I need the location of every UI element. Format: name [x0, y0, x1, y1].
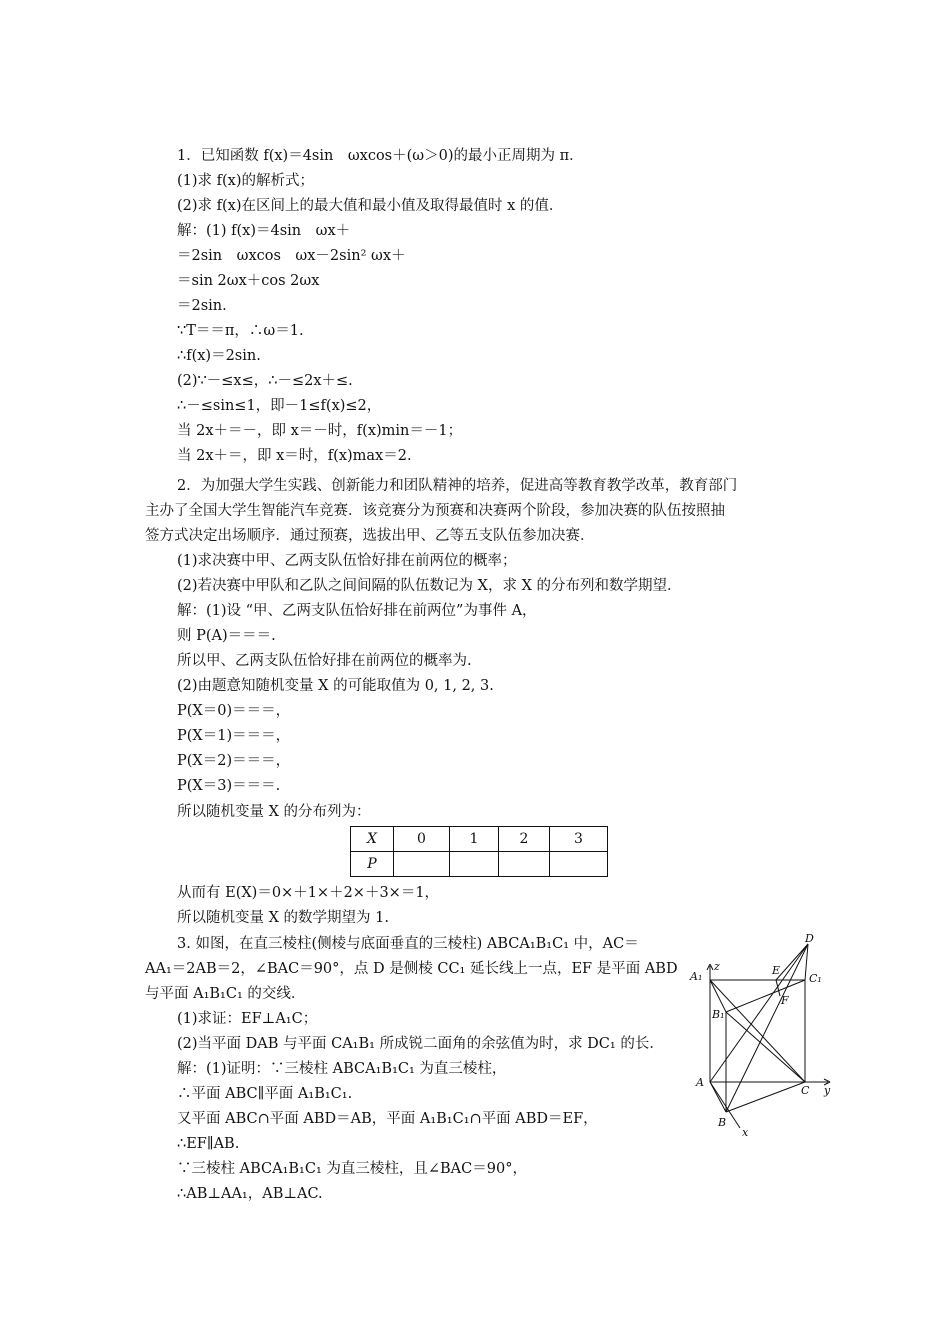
edge-db [726, 944, 808, 1112]
distribution-table [350, 826, 608, 877]
table-cell [499, 852, 550, 877]
q1-solution-line: 解：(1) f(x)＝4sin ωx＋ [177, 223, 351, 239]
edge-da [710, 944, 808, 1082]
label-a: A [696, 1076, 704, 1089]
q1-solution-line: (2)∵－≤x≤，∴－≤2x＋≤. [177, 373, 353, 389]
q1-solution-line: 当 2x＋＝，即 x＝时，f(x)max＝2. [177, 448, 412, 464]
q1-solution-line: ＝sin 2ωx＋cos 2ωx [177, 273, 320, 289]
q2-solution-line: 则 P(A)＝＝＝. [177, 628, 276, 644]
q3-title-line3: 与平面 A₁B₁C₁ 的交线． [145, 986, 306, 1002]
label-x: x [742, 1126, 749, 1139]
q3-part2: (2)当平面 DAB 与平面 CA₁B₁ 所成锐二面角的余弦值为时，求 DC₁ 的长． [177, 1036, 664, 1052]
q2-solution-line: 所以甲、乙两支队伍恰好排在前两位的概率为. [177, 653, 472, 669]
q2-conclusion: 所以随机变量 X 的数学期望为 1. [177, 910, 389, 926]
q2-solution-line: P(X＝0)＝＝＝， [177, 703, 291, 719]
label-f: F [781, 994, 789, 1007]
q3-solution-line: ∴平面 ABC∥平面 A₁B₁C₁. [177, 1086, 353, 1102]
table-header-cell: 2 [499, 827, 550, 852]
q1-solution-line: ∴－≤sin≤1，即－1≤f(x)≤2， [177, 398, 382, 414]
label-c: C [801, 1084, 810, 1097]
table-cell [550, 852, 608, 877]
table-cell [394, 852, 450, 877]
edge-de [776, 944, 808, 980]
table-row [351, 827, 608, 852]
q2-title-line3: 签方式决定出场顺序．通过预赛，选拔出甲、乙等五支队伍参加决赛． [145, 528, 595, 544]
edge-b1c1 [726, 980, 805, 1012]
q3-solution-line: ∴AB⊥AA₁，AB⊥AC. [177, 1186, 323, 1202]
label-a1: A₁ [690, 970, 703, 983]
q1-solution-line: ∴f(x)＝2sin. [177, 348, 261, 364]
q2-solution-line: (2)由题意知随机变量 X 的可能取值为 0, 1, 2, 3. [177, 678, 494, 694]
edge-ab [710, 1082, 726, 1112]
edge-a1c [710, 980, 805, 1082]
q2-title-line1: 2．为加强大学生实践、创新能力和团队精神的培养，促进高等教育教学改革，教育部门 [177, 478, 738, 494]
q2-expectation: 从而有 E(X)＝0×＋1×＋2×＋3×＝1， [177, 885, 440, 901]
q1-part2: (2)求 f(x)在区间上的最大值和最小值及取得最值时 x 的值． [177, 198, 564, 214]
table-header-cell: 3 [550, 827, 608, 852]
q2-part2: (2)若决赛中甲队和乙队之间间隔的队伍数记为 X，求 X 的分布列和数学期望． [177, 578, 682, 594]
label-z: z [714, 960, 720, 973]
q1-solution-line: ＝2sin. [177, 298, 227, 314]
q2-solution-line: P(X＝2)＝＝＝， [177, 753, 291, 769]
q3-solution-line: 又平面 ABC∩平面 ABD＝AB，平面 A₁B₁C₁∩平面 ABD＝EF， [177, 1111, 598, 1127]
q2-solution-line: 解：(1)设 “甲、乙两支队伍恰好排在前两位”为事件 A， [177, 603, 537, 619]
label-y: y [824, 1084, 831, 1097]
q1-solution-line: ＝2sin ωxcos ωx－2sin² ωx＋ [177, 248, 406, 264]
q1-title: 1．已知函数 f(x)＝4sin ωxcos＋(ω＞0)的最小正周期为 π． [177, 148, 584, 164]
q2-title-line2: 主办了全国大学生智能汽车竞赛．该竞赛分为预赛和决赛两个阶段，参加决赛的队伍按照抽 [145, 503, 725, 519]
q2-distribution-caption: 所以随机变量 X 的分布列为： [177, 804, 371, 820]
label-c1: C₁ [809, 972, 822, 985]
prism-figure [688, 930, 838, 1140]
table-header-cell: 1 [450, 827, 499, 852]
label-d: D [805, 932, 814, 945]
q1-solution-line: 当 2x＋＝－，即 x＝－时，f(x)min＝－1； [177, 423, 463, 439]
label-b: B [718, 1116, 727, 1129]
label-b1: B₁ [712, 1008, 725, 1021]
q1-part1: (1)求 f(x)的解析式； [177, 173, 315, 189]
edge-b1c [726, 1012, 805, 1082]
table-cell [450, 852, 499, 877]
q2-solution-line: P(X＝1)＝＝＝， [177, 728, 291, 744]
q3-title-line1: 3. 如图，在直三棱柱(侧棱与底面垂直的三棱柱) ABCA₁B₁C₁ 中，AC＝ [177, 936, 639, 952]
label-e: E [772, 964, 781, 977]
q2-solution-line: P(X＝3)＝＝＝. [177, 778, 281, 794]
q3-title-line2: AA₁＝2AB＝2，∠BAC＝90°，点 D 是侧棱 CC₁ 延长线上一点，EF 是平面 ABD [145, 961, 678, 977]
table-cell: P [351, 852, 394, 877]
q3-solution-line: ∵三棱柱 ABCA₁B₁C₁ 为直三棱柱，且∠BAC＝90°， [177, 1161, 527, 1177]
q2-part1: (1)求决赛中甲、乙两支队伍恰好排在前两位的概率； [177, 553, 517, 569]
q3-solution-line: 解：(1)证明：∵三棱柱 ABCA₁B₁C₁ 为直三棱柱， [177, 1061, 507, 1077]
q1-solution-line: ∵T＝＝π，∴ω＝1. [177, 323, 304, 339]
q3-solution-line: ∴EF∥AB. [177, 1136, 240, 1152]
edge-bc [726, 1082, 805, 1112]
table-header-cell: X [351, 827, 394, 852]
table-header-cell: 0 [394, 827, 450, 852]
table-row [351, 852, 608, 877]
q3-part1: (1)求证：EF⊥A₁C； [177, 1011, 318, 1027]
